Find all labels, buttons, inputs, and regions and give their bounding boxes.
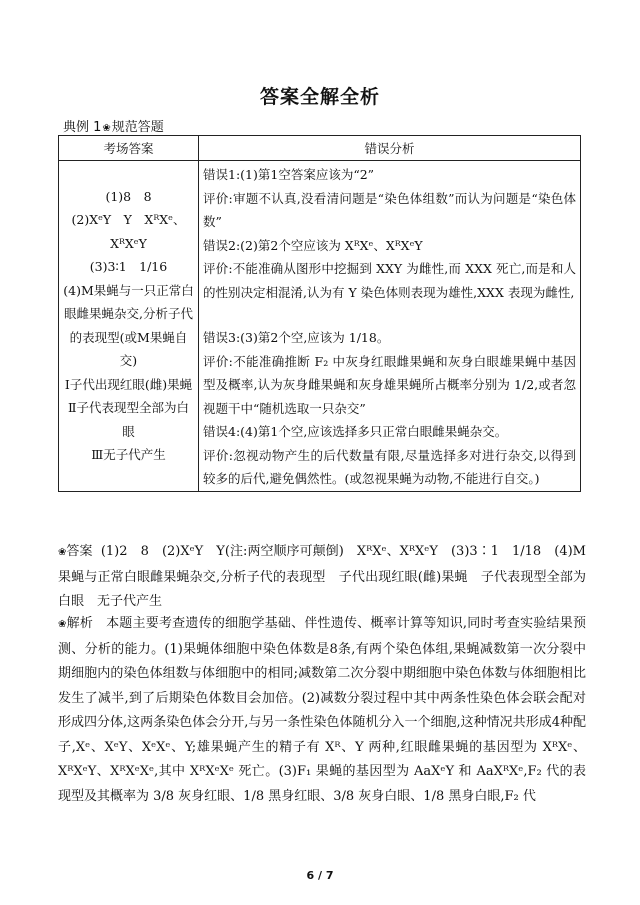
table-header-row (59, 136, 581, 161)
error-item: 错误2:(2)第2个空应该为 XᴿXᵉ、XᴿXᵉY (203, 237, 423, 253)
example-prefix: 典例 1 (63, 120, 102, 135)
analysis-section (58, 612, 586, 809)
error-item: 错误3:(3)第2个空,应该为 1/18。 (203, 330, 390, 345)
error-comment: 评价:不能准确推断 F₂ 中灰身红眼雌果蝇和灰身白眼雄果蝇中基因型及概率,认为灰身雌果蝇和灰身雄果蝇所占概率分别为 1/2,或者忽视题干中“随机选取一只杂交” (203, 353, 576, 416)
spacer (203, 304, 576, 326)
error-comment: 评价:忽视动物产生的后代数量有限,尽量选择多对进行杂交,以得到较多的后代,避免偶然性。(或忽视果蝇为动物,不能进行自交。) (203, 447, 576, 486)
error-item: 错误1:(1)第1空答案应该为“2” (203, 167, 375, 182)
flower-icon: ❀ (58, 619, 67, 630)
page-title: 答案全解全析 (259, 86, 380, 108)
answer-line: (3)3∶1 1/16 (89, 259, 168, 275)
answer-section (58, 540, 586, 615)
analysis-heading: 解析 (66, 616, 94, 631)
table-row (59, 161, 581, 492)
flower-icon: ❀ (102, 123, 111, 134)
answer-line: Ⅰ子代出现红眼(雌)果蝇 (64, 376, 193, 392)
error-comment: 评价:审题不认真,没看清问题是“染色体组数”而认为问题是“染色体数” (203, 190, 576, 229)
answer-line: Ⅲ无子代产生 (91, 447, 166, 463)
answer-line: Ⅱ子代表现型全部为白眼 (68, 400, 189, 439)
answer-line: (2)XᵉY Y XᴿXᵉ、XᴿXᵉY (71, 212, 186, 251)
flower-icon: ❀ (58, 547, 67, 558)
answer-line: (1)8 8 (105, 188, 152, 204)
error-analysis-cell (199, 161, 581, 492)
exam-answer-cell (59, 161, 199, 492)
answer-heading: 答案 (66, 544, 93, 559)
example-label (63, 116, 164, 135)
analysis-text: 本题主要考查遗传的细胞学基础、伴性遗传、概率计算等知识,同时考查实验结果预测、分析的能力。(1)果蝇体细胞中染色体数是8条,有两个染色体组,果蝇减数第一次分裂中期细胞内的染色体组数与体细胞中的相同;减数第二次分裂中期细胞中染色体数与体细胞相比发生了减半,到了后期染色体数目会加倍。(2)减数分裂过程中其中两条性染色体会联会配对形成四分体,这两条染色体会分开,与另一条性染色体随机分入一个细胞,这种情况共形成4种配子,Xᵉ、XᵉY、XᵉXᵉ、Y;雄果蝇产生的精子有 Xᴿ、Y 两种,红眼雌果蝇的基因型为 XᴿXᵉ、XᴿXᵉY、XᴿXᵉXᵉ,其中 XᴿXᵉXᵉ 死亡。(3)F₁ 果蝇的基因型为 AaXᵉY 和 AaXᴿXᵉ,F₂ 代的表现型及其概率为 3/8 灰身红眼、1/8 黑身红眼、3/8 灰身白眼、1/8 黑身白眼,F₂ 代 (58, 616, 586, 804)
example-title: 规范答题 (111, 120, 164, 135)
answer-line: (4)M果蝇与一只正常白眼雌果蝇杂交,分析子代的表现型(或M果蝇自交) (63, 282, 194, 369)
answer-text: (1)2 8 (2)XᵉY Y(注:两空顺序可颠倒) XᴿXᵉ、XᴿXᵉY (3)3∶1 1/18 (4)M果蝇与正常白眼雌果蝇杂交,分析子代的表现型 子代出现红眼(雌)果蝇 子代表现型全部为白眼 无子代产生 (58, 544, 586, 609)
column-header-errors: 错误分析 (199, 136, 581, 161)
column-header-answer: 考场答案 (59, 136, 199, 161)
answer-analysis-table (58, 135, 581, 492)
error-comment: 评价:不能准确从图形中挖掘到 XXY 为雌性,而 XXX 死亡,而是和人的性别决定相混淆,认为有 Y 染色体则表现为雄性,XXX 表现为雌性, (203, 261, 576, 300)
error-item: 错误4:(4)第1个空,应该选择多只正常白眼雌果蝇杂交。 (203, 424, 508, 439)
page-number: 6 / 7 (306, 869, 334, 882)
